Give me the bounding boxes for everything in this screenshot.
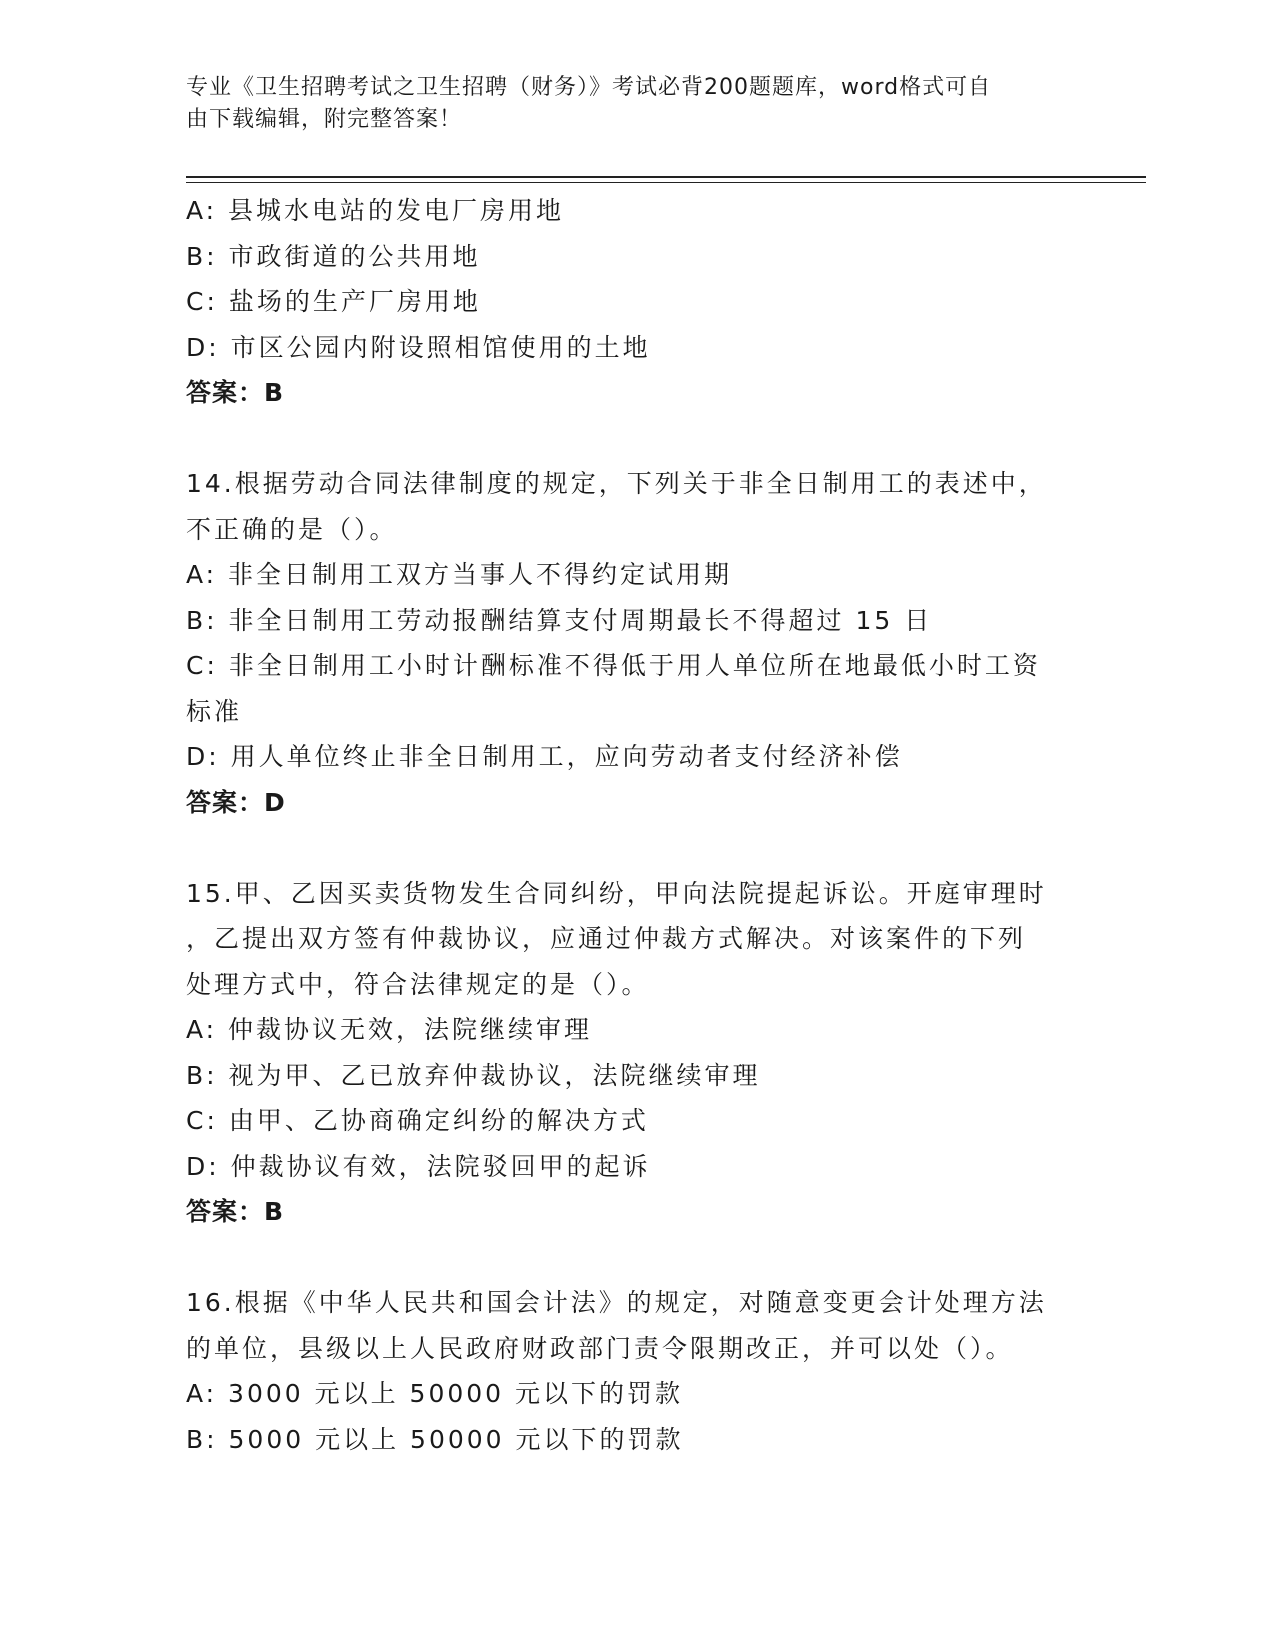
option-c-continued: 标准 [186,696,243,726]
option-d: D: 用人单位终止非全日制用工，应向劳动者支付经济补偿 [186,742,903,771]
option-c: C: 由甲、乙协商确定纠纷的解决方式 [186,1106,649,1135]
spacer [186,1235,1066,1281]
option-d: D: 仲裁协议有效，法院驳回甲的起诉 [186,1151,651,1181]
question-stem: 16.根据《中华人民共和国会计法》的规定，对随意变更会计处理方法 [186,1288,1047,1317]
answer: 答案：B [186,1197,285,1226]
header-line-2: 由下载编辑，附完整答案！ [186,107,463,132]
option-a: A: 仲裁协议无效，法院继续审理 [186,1015,593,1044]
document-header [186,72,1066,136]
option-b: B: 视为甲、乙已放弃仲裁协议，法院继续审理 [186,1060,761,1090]
option-b: B: 非全日制用工劳动报酬结算支付周期最长不得超过 15 日 [186,605,933,635]
answer: 答案：D [186,787,286,817]
answer: 答案：B [186,378,285,407]
question-stem: 处理方式中，符合法律规定的是（）。 [186,969,650,999]
option-b: B: 5000 元以上 50000 元以下的罚款 [186,1424,684,1454]
option-a: A: 3000 元以上 50000 元以下的罚款 [186,1379,684,1408]
question-stem: 15.甲、乙因买卖货物发生合同纠纷，甲向法院提起诉讼。开庭审理时 [186,878,1047,908]
question-13 [186,188,1066,416]
header-line-1: 专业《卫生招聘考试之卫生招聘（财务）》考试必背200题题库，word格式可自 [186,75,992,100]
question-stem: 14.根据劳动合同法律制度的规定，下列关于非全日制用工的表述中， [186,469,1047,498]
option-c: C: 盐场的生产厂房用地 [186,287,481,316]
spacer [186,416,1066,462]
question-stem: 不正确的是（）。 [186,514,398,544]
question-content [186,188,1066,1462]
option-c: C: 非全日制用工小时计酬标准不得低于用人单位所在地最低小时工资 [186,651,1041,680]
option-a: A: 县城水电站的发电厂房用地 [186,196,565,225]
header-rule-thin [186,182,1146,183]
question-14 [186,461,1066,825]
option-a: A: 非全日制用工双方当事人不得约定试用期 [186,560,733,589]
question-16 [186,1280,1066,1462]
option-d: D: 市区公园内附设照相馆使用的土地 [186,332,651,362]
question-15 [186,871,1066,1235]
spacer [186,825,1066,871]
question-stem: 的单位，县级以上人民政府财政部门责令限期改正，并可以处（）。 [186,1333,1014,1363]
header-rule-thick [186,176,1146,178]
option-b: B: 市政街道的公共用地 [186,241,481,271]
question-stem: ，乙提出双方签有仲裁协议，应通过仲裁方式解决。对该案件的下列 [186,924,1027,953]
